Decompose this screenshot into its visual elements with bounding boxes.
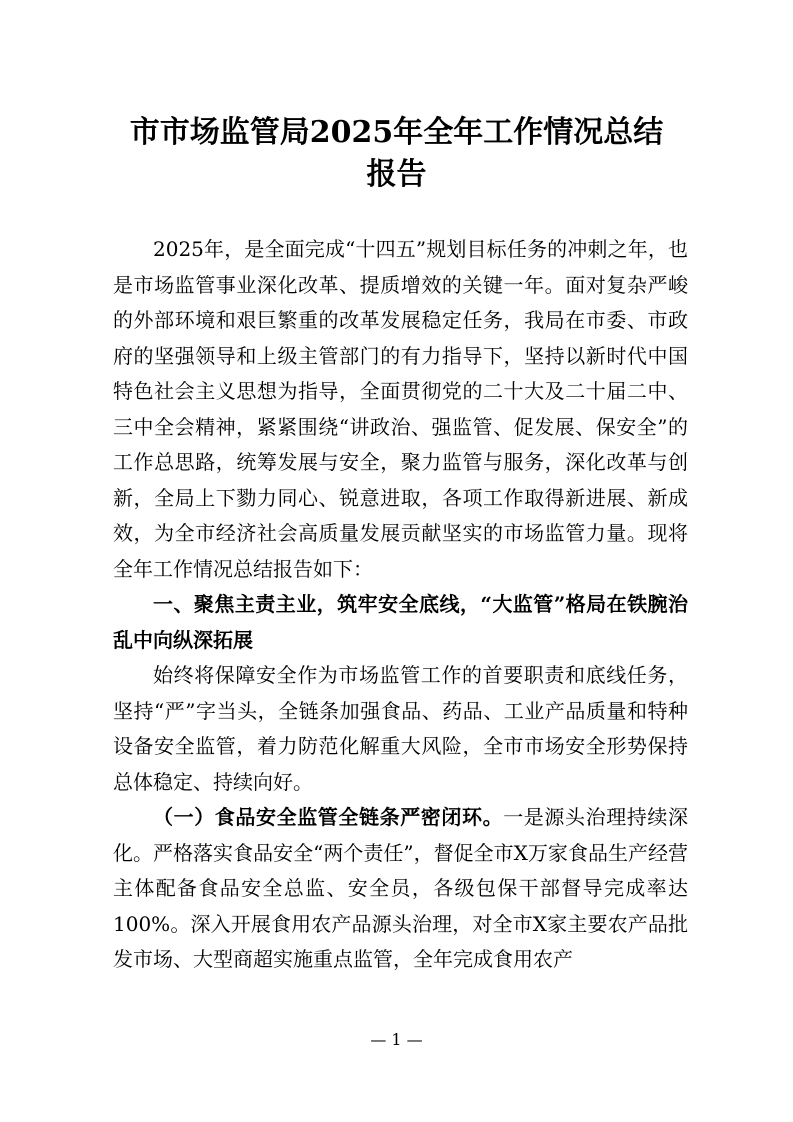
- page-number: — 1 —: [370, 1030, 423, 1049]
- section-1-heading: 一、聚焦主责主业，筑牢安全底线，“大监管”格局在铁腕治乱中向纵深拓展: [113, 592, 688, 652]
- title-line-2: 报告: [366, 157, 427, 192]
- subsection-1-paragraph: [113, 800, 688, 978]
- document-title: [60, 112, 733, 196]
- document-body: [113, 232, 688, 978]
- title-line-1: 市市场监管局2025年全年工作情况总结: [129, 115, 664, 150]
- section-1-paragraph: 始终将保障安全作为市场监管工作的首要职责和底线任务，坚持“严”字当头，全链条加强食品、药品、工业产品质量和特种设备安全监管，着力防范化解重大风险，全市市场安全形势保持总体稳定、持续向好。: [113, 663, 688, 794]
- subsection-1-heading: （一）食品安全监管全链条严密闭环。: [153, 805, 504, 829]
- intro-paragraph: 2025年，是全面完成“十四五”规划目标任务的冲刺之年，也是市场监管事业深化改革、提质增效的关键一年。面对复杂严峻的外部环境和艰巨繁重的改革发展稳定任务，我局在市委、市政府的坚强领导和上级主管部门的有力指导下，坚持以新时代中国特色社会主义思想为指导，全面贯彻党的二十大及二十届二中、三中全会精神，紧紧围绕“讲政治、强监管、促发展、保安全”的工作总思路，统筹发展与安全，聚力监管与服务，深化改革与创新，全局上下勠力同心、锐意进取，各项工作取得新进展、新成效，为全市经济社会高质量发展贡献坚实的市场监管力量。现将全年工作情况总结报告如下：: [113, 237, 688, 581]
- subsection-1-text: 一是源头治理持续深化。严格落实食品安全“两个责任”，督促全市X万家食品生产经营主体配备食品安全总监、安全员，各级包保干部督导完成率达100%。深入开展食用农产品源头治理，对全市X家主要农产品批发市场、大型商超实施重点监管，全年完成食用农产: [113, 805, 689, 971]
